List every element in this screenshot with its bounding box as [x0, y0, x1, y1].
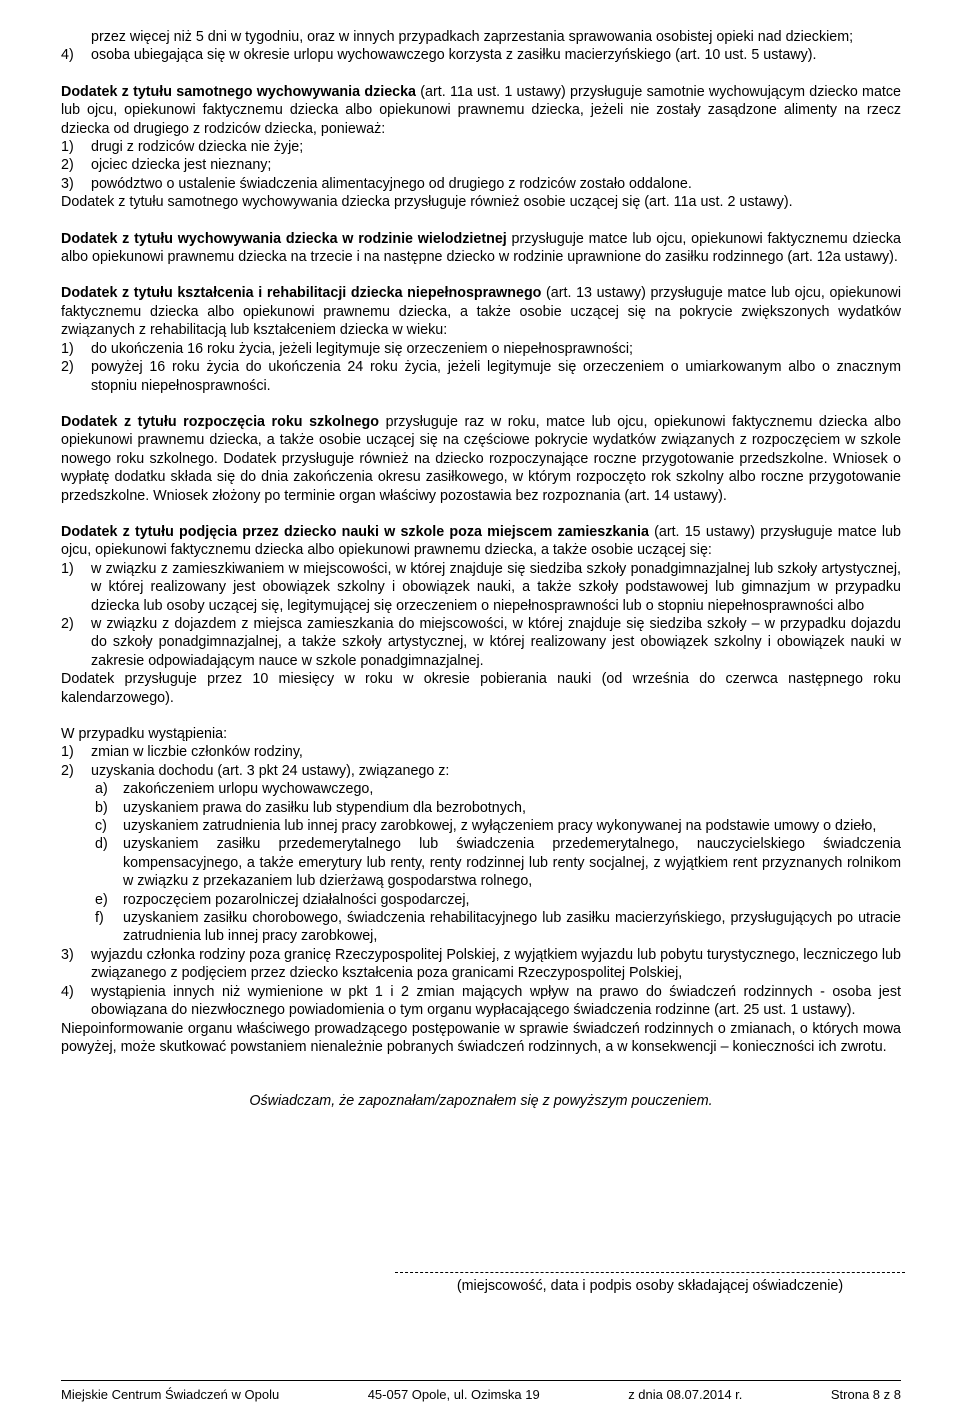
signature-line	[395, 1272, 905, 1273]
large-family-heading: Dodatek z tytułu wychowywania dziecka w rodzinie wielodzietnej	[61, 230, 507, 247]
sub-list-letter: c)	[95, 818, 107, 835]
list-item	[61, 175, 901, 193]
list-item	[61, 340, 901, 358]
sub-list-text: uzyskaniem zasiłku chorobowego, świadczenia rehabilitacyjnego lub zasiłku macierzyńskiego, przysługujących po utracie zatrudnienia lub innej pracy zarobkowej,	[123, 910, 901, 945]
single-parent-closing: Dodatek z tytułu samotnego wychowywania dziecka przysługuje również osobie uczącej się (art. 11a ust. 2 ustawy).	[61, 194, 793, 211]
changes-heading: W przypadku wystąpienia:	[61, 726, 228, 742]
list-text: powyżej 16 roku życia do ukończenia 24 roku życia, jeżeli legitymuje się orzeczeniem o umiarkowanym albo o znacznym stopniu niepełnosprawności.	[91, 359, 901, 394]
list-number: 4)	[61, 47, 74, 64]
list-text: do ukończenia 16 roku życia, jeżeli legitymuje się orzeczeniem o niepełnosprawności;	[91, 340, 633, 357]
list-number: 1)	[61, 560, 74, 577]
list-number: 3)	[61, 946, 74, 963]
footer-date: z dnia 08.07.2014 r.	[628, 1387, 743, 1402]
sub-list-text: uzyskaniem prawa do zasiłku lub stypendium dla bezrobotnych,	[123, 799, 526, 816]
page-footer	[61, 1380, 901, 1402]
sub-list-item	[61, 799, 901, 817]
list-item	[61, 946, 901, 983]
signature-label: (miejscowość, data i podpis osoby składającej oświadczenie)	[456, 1278, 844, 1294]
changes-closing: Niepoinformowanie organu właściwego prowadzącego postępowanie w sprawie świadczeń rodzinnych o zmianach, o których mowa powyżej, może skutkować powstaniem nienależnie pobranych świadczeń rodzinnych, a w konsekwencji – konieczności ich zwrotu.	[61, 1020, 901, 1055]
document-body	[61, 28, 901, 1111]
intro-continuation: przez więcej niż 5 dni w tygodniu, oraz w innych przypadkach zaprzestania sprawowania osobistej opieki nad dzieckiem;	[91, 29, 854, 45]
declaration: Oświadczam, że zapoznałam/zapoznałem się z powyższym pouczeniem.	[249, 1093, 713, 1110]
sub-list-text: uzyskaniem zasiłku przedemerytalnego lub świadczenia przedemerytalnego, nauczycielskiego świadczenia kompensacyjnego, a także emerytury lub renty, renty rodzinnej lub renty socjalnej, z wyjątkiem rent przyznanych rolnikom w związku z przekazaniem lub dzierżawą gospodarstwa rolnego,	[123, 836, 901, 890]
sub-list-letter: a)	[95, 781, 108, 798]
list-text: zmian w liczbie członków rodziny,	[91, 744, 303, 761]
rehab-text: (art. 13 ustawy) przysługuje matce lub ojcu, opiekunowi faktycznemu dziecka albo opiekunowi prawnemu dziecka, a także osobie uczącej się na pokrycie zwiększonych wydatków związanych z rehabilitacją lub kształceniem dziecka w wieku:	[61, 285, 901, 339]
list-item	[61, 762, 901, 780]
school-away-closing: Dodatek przysługuje przez 10 miesięcy w roku w okresie pobierania nauki (od września do czerwca następnego roku kalendarzowego).	[61, 671, 901, 706]
list-text: wystąpienia innych niż wymienione w pkt 1 i 2 zmian mających wpływ na prawo do świadczeń rodzinnych - osoba jest obowiązana do niezwłocznego powiadomienia o tym organu wypłacającego świadczenia rodzinne (art. 25 ust. 1 ustawy).	[91, 983, 901, 1019]
list-number: 4)	[61, 983, 74, 1000]
list-text: ojciec dziecka jest nieznany;	[91, 157, 272, 174]
school-year-text: przysługuje raz w roku, matce lub ojcu, opiekunowi faktycznemu dziecka albo opiekunowi prawnemu dziecka, a także osobie uczącej się na częściowe pokrycie wydatków związanych z rozpoczęciem w szkole nowego roku szkolnego. Dodatek przysługuje również na dziecko rozpoczynające roczne przygotowanie przedszkolne. Wniosek o wypłatę dodatku składa się do dnia zakończenia okresu zasiłkowego, w którym rozpoczęto rok szkolny albo roczne przygotowanie przedszkolne. Wniosek złożony po terminie organ właściwy pozostawia bez rozpoznania (art. 14 ustawy).	[61, 413, 901, 504]
sub-list-letter: d)	[95, 836, 108, 853]
list-text: powództwo o ustalenie świadczenia alimentacyjnego od drugiego z rodziców zostało oddalone.	[91, 175, 692, 192]
sub-list-text: zakończeniem urlopu wychowawczego,	[123, 781, 374, 798]
sub-list-item	[61, 780, 901, 798]
list-item	[61, 560, 901, 615]
sub-list-item	[61, 891, 901, 909]
single-parent-text: (art. 11a ust. 1 ustawy) przysługuje samotnie wychowującym dziecko matce lub ojcu, opiekunowi faktycznemu dziecka albo opiekunowi prawnemu dziecka, jeżeli nie zostały zasądzone alimenty na rzecz dziecka od drugiego z rodziców dziecka, ponieważ:	[61, 83, 901, 137]
list-text: drugi z rodziców dziecka nie żyje;	[91, 139, 304, 156]
footer-institution: Miejskie Centrum Świadczeń w Opolu	[61, 1387, 280, 1402]
school-away-text: (art. 15 ustawy) przysługuje matce lub ojcu, opiekunowi faktycznemu dziecka albo opiekunowi prawnemu dziecka, a także osobie uczącej się:	[61, 523, 901, 559]
list-text: wyjazdu członka rodziny poza granicę Rzeczypospolitej Polskiej, z wyjątkiem wyjazdu lub pobytu turystycznego, leczniczego lub związanego z podjęciem przez dziecko kształcenia poza granicami Rzeczypospolitej Polskiej,	[91, 946, 901, 982]
list-item	[61, 138, 901, 156]
sub-list-text: uzyskaniem zatrudnienia lub innej pracy zarobkowej, z wyłączeniem pracy wykonywanej na podstawie umowy o dzieło,	[123, 818, 877, 835]
footer-page-number: Strona 8 z 8	[830, 1387, 901, 1402]
sub-list-letter: b)	[95, 799, 108, 816]
list-text: osoba ubiegająca się w okresie urlopu wychowawczego korzysta z zasiłku macierzyńskiego (art. 10 ust. 5 ustawy).	[91, 47, 817, 64]
single-parent-paragraph	[61, 83, 901, 138]
sub-list-item	[61, 835, 901, 890]
school-away-heading: Dodatek z tytułu podjęcia przez dziecko nauki w szkole poza miejscem zamieszkania	[61, 523, 649, 540]
school-year-paragraph	[61, 413, 901, 505]
list-item	[61, 983, 901, 1020]
list-text: w związku z dojazdem z miejsca zamieszkania do miejscowości, w której znajduje się siedziba szkoły – w przypadku dojazdu do szkoły ponadgimnazjalnej, a także szkoły artystycznej, w której realizowany jest obowiązek szkolny i obowiązek nauki w zakresie odpowiadającym nauce w szkole ponadgimnazjalnej.	[91, 615, 901, 669]
list-item	[61, 615, 901, 670]
sub-list-letter: e)	[95, 891, 108, 908]
list-number: 1)	[61, 744, 74, 761]
school-year-heading: Dodatek z tytułu rozpoczęcia roku szkolnego	[61, 413, 380, 430]
list-item	[61, 358, 901, 395]
list-text: uzyskania dochodu (art. 3 pkt 24 ustawy), związanego z:	[91, 762, 450, 779]
school-away-paragraph	[61, 523, 901, 560]
list-number: 2)	[61, 615, 74, 632]
rehab-heading: Dodatek z tytułu kształcenia i rehabilitacji dziecka niepełnosprawnego	[61, 285, 542, 302]
list-text: w związku z zamieszkiwaniem w miejscowości, w której znajduje się siedziba szkoły ponadgimnazjalnej lub szkoły artystycznej, w której realizowany jest obowiązek szkolny i obowiązek nauki, a także szkoły podstawowej lub gimnazjum w przypadku dziecka lub osoby uczącej się, legitymującej się orzeczeniem o niepełnosprawności lub o stopniu niepełnosprawności albo	[91, 560, 901, 614]
list-item	[61, 743, 901, 761]
sub-list-item	[61, 817, 901, 835]
large-family-text: przysługuje matce lub ojcu, opiekunowi faktycznemu dziecka albo opiekunowi prawnemu dziecka na trzecie i na następne dziecko w rodzinie uprawnione do zasiłku rodzinnego (art. 12a ustawy).	[61, 230, 901, 266]
rehab-paragraph	[61, 284, 901, 339]
single-parent-heading: Dodatek z tytułu samotnego wychowywania dziecka	[61, 83, 416, 100]
large-family-paragraph	[61, 230, 901, 267]
list-number: 1)	[61, 340, 74, 357]
list-number: 2)	[61, 762, 74, 779]
list-number: 2)	[61, 359, 74, 376]
list-number: 2)	[61, 157, 74, 174]
list-number: 1)	[61, 139, 74, 156]
sub-list-letter: f)	[95, 910, 104, 927]
intro-item-4	[61, 46, 901, 64]
list-item	[61, 156, 901, 174]
footer-address: 45-057 Opole, ul. Ozimska 19	[367, 1387, 540, 1402]
list-number: 3)	[61, 175, 74, 192]
sub-list-item	[61, 909, 901, 946]
sub-list-text: rozpoczęciem pozarolniczej działalności gospodarczej,	[123, 891, 470, 908]
